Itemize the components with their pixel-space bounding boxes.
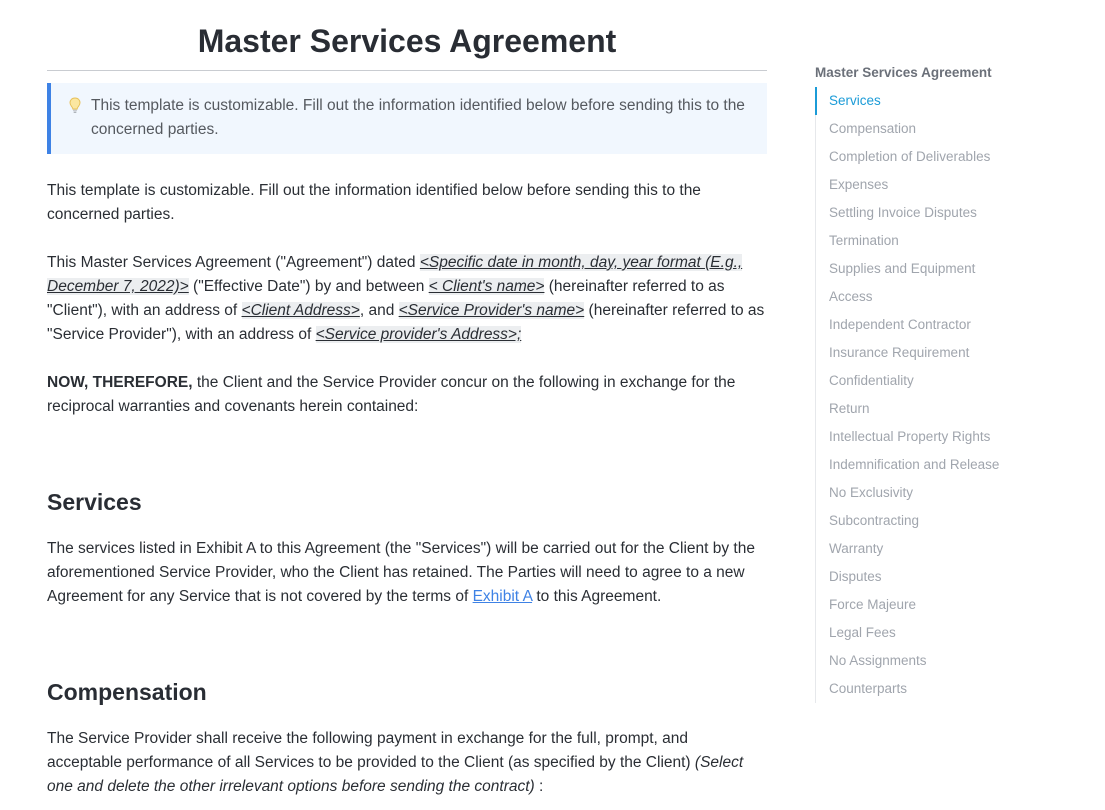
compensation-paragraph — [47, 727, 767, 799]
table-of-contents — [815, 63, 1065, 696]
toc-title[interactable]: Master Services Agreement — [815, 65, 992, 80]
toc-item-insurance-requirement[interactable]: Insurance Requirement — [829, 345, 970, 360]
agreement-text: , and — [359, 302, 399, 319]
title-divider — [47, 70, 767, 71]
services-text: The services listed in Exhibit A to this Agreement (the "Services") will be carried out for the Client by the aforementioned Service Provider, who the Client has retained. The Parties will need to agree to a new Agreement for any Service that is not covered by the terms of — [47, 540, 755, 605]
toc-item-termination[interactable]: Termination — [829, 233, 899, 248]
intro-paragraph: This template is customizable. Fill out the information identified below before sending this to the concerned parties. — [47, 182, 701, 223]
agreement-paragraph — [47, 251, 767, 347]
agreement-text: This Master Services Agreement ("Agreement") dated — [47, 254, 420, 271]
agreement-text: (hereinafter referred to as "Client"), with an address of — [47, 278, 725, 319]
toc-item-settling-invoice-disputes[interactable]: Settling Invoice Disputes — [829, 205, 977, 220]
toc-item-confidentiality[interactable]: Confidentiality — [829, 373, 914, 388]
agreement-text: ("Effective Date") by and between — [188, 278, 429, 295]
toc-list — [815, 87, 1065, 703]
callout-text: This template is customizable. Fill out the information identified below before sending this to the concerned parties. — [91, 97, 745, 138]
toc-item-intellectual-property-rights[interactable]: Intellectual Property Rights — [829, 429, 991, 444]
toc-item-counterparts[interactable]: Counterparts — [829, 681, 908, 696]
toc-item-completion-of-deliverables[interactable]: Completion of Deliverables — [829, 149, 991, 164]
toc-item-warranty[interactable]: Warranty — [829, 541, 884, 556]
toc-item-force-majeure[interactable]: Force Majeure — [829, 597, 917, 612]
toc-item-no-assignments[interactable]: No Assignments — [829, 653, 927, 668]
agreement-text: (hereinafter referred to as "Service Provider"), with an address of — [47, 302, 765, 343]
therefore-bold: NOW, THEREFORE, — [47, 374, 193, 391]
provider-address-placeholder[interactable]: <Service provider's Address>; — [315, 326, 522, 343]
client-address-placeholder[interactable]: <Client Address> — [241, 302, 360, 319]
compensation-heading: Compensation — [47, 679, 207, 705]
toc-item-access[interactable]: Access — [829, 289, 873, 304]
services-paragraph — [47, 537, 767, 609]
toc-item-subcontracting[interactable]: Subcontracting — [829, 513, 920, 528]
callout-box — [47, 83, 767, 154]
page-title: Master Services Agreement — [197, 23, 617, 59]
effective-date-placeholder[interactable]: <Specific date in month, day, year format (E.g., December 7, 2022)> — [47, 254, 743, 295]
toc-item-supplies-and-equipment[interactable]: Supplies and Equipment — [829, 261, 976, 276]
services-text-end: to this Agreement. — [532, 588, 662, 605]
lightbulb-icon — [69, 94, 81, 142]
therefore-paragraph — [47, 371, 767, 419]
document-body — [47, 0, 767, 795]
compensation-text: The Service Provider shall receive the following payment in exchange for the full, prompt, and acceptable performance of all Services to be provided to the Client (as specified by the Client) — [47, 730, 695, 771]
toc-item-services[interactable]: Services — [815, 87, 1065, 115]
toc-item-compensation[interactable]: Compensation — [829, 121, 917, 136]
toc-item-return[interactable]: Return — [829, 401, 870, 416]
toc-item-legal-fees[interactable]: Legal Fees — [829, 625, 896, 640]
toc-item-independent-contractor[interactable]: Independent Contractor — [829, 317, 971, 332]
toc-item-expenses[interactable]: Expenses — [829, 177, 889, 192]
provider-name-placeholder[interactable]: <Service Provider's name> — [398, 302, 585, 319]
toc-item-disputes[interactable]: Disputes — [829, 569, 882, 584]
compensation-text-end: : — [534, 778, 544, 795]
compensation-italic: (Select one and delete the other irrelevant options before sending the contract) — [47, 754, 744, 795]
exhibit-a-link[interactable]: Exhibit A — [472, 588, 533, 605]
services-heading: Services — [47, 489, 142, 515]
toc-item-indemnification-and-release[interactable]: Indemnification and Release — [829, 457, 1000, 472]
toc-item-no-exclusivity[interactable]: No Exclusivity — [829, 485, 914, 500]
therefore-text: the Client and the Service Provider concur on the following in exchange for the reciprocal warranties and covenants herein contained: — [47, 374, 736, 415]
client-name-placeholder[interactable]: < Client's name> — [428, 278, 545, 295]
